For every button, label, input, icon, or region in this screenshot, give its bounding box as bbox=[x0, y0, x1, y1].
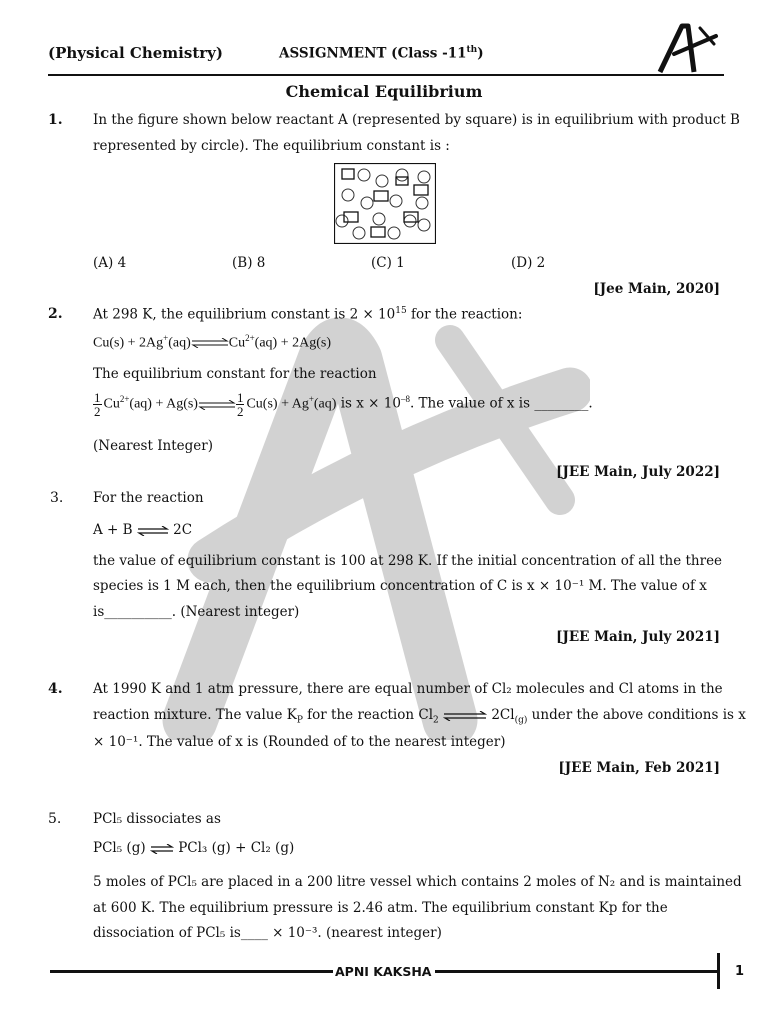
source-tag: [JEE Main, Feb 2021] bbox=[558, 760, 720, 776]
question-text: represented by circle). The equilibrium constant is : bbox=[93, 138, 450, 154]
equilibrium-arrow-icon bbox=[137, 526, 169, 536]
question-text: At 298 K, the equilibrium constant is $2 \times 10^{15}$ for the reaction: bbox=[93, 306, 523, 323]
reaction-equation: A + B 2C bbox=[93, 522, 193, 538]
question-text: PCl₅ dissociates as bbox=[93, 811, 221, 827]
fraction: $\frac{1}{2}$ bbox=[236, 390, 244, 419]
footer-brand: APNI KAKSHA bbox=[335, 964, 432, 979]
question-text: The equilibrium constant for the reaction bbox=[93, 366, 377, 382]
equilibrium-arrow-icon bbox=[150, 844, 174, 854]
question-text: dissociation of PCl₅ is____ × 10⁻³. (nearest integer) bbox=[93, 925, 442, 941]
reaction-equation: $\frac{1}{2}$ $Cu^{2+}(aq) + Ag(s)$ $\frac{1}{2}$ Cu(s) + Ag+(aq) is $x \times 10^{-8}$. The value of x is ________. bbox=[94, 390, 593, 419]
question-number: 4. bbox=[48, 681, 63, 697]
source-tag: [JEE Main, July 2021] bbox=[556, 629, 720, 645]
question-number: 2. bbox=[48, 306, 63, 322]
header-subject: (Physical Chemistry) bbox=[48, 44, 223, 62]
question-text: is__________. (Nearest integer) bbox=[93, 604, 300, 620]
reaction-equation: Cu(s) + 2Ag+(aq) $Cu^{2+}(aq) + 2Ag(s)$ bbox=[93, 333, 331, 351]
page-number: 1 bbox=[735, 964, 745, 979]
option-d: (D) 2 bbox=[511, 255, 546, 271]
question-text: (Nearest Integer) bbox=[93, 438, 213, 454]
question-text: the value of equilibrium constant is 100 at 298 K. If the initial concentration of all the three bbox=[93, 553, 723, 569]
logo bbox=[654, 22, 724, 77]
source-tag: [JEE Main, July 2022] bbox=[556, 464, 720, 480]
question-text: In the figure shown below reactant A (represented by square) is in equilibrium with product B bbox=[93, 112, 740, 128]
question-text: at 600 K. The equilibrium pressure is 2.46 atm. The equilibrium constant Kp for the bbox=[93, 900, 668, 916]
source-tag: [Jee Main, 2020] bbox=[593, 281, 720, 297]
fraction: $\frac{1}{2}$ bbox=[94, 390, 101, 419]
question-text: At 1990 K and 1 atm pressure, there are equal number of Cl₂ molecules and Cl atoms in the bbox=[93, 681, 723, 697]
question-text: For the reaction bbox=[93, 490, 204, 506]
question-number: 3. bbox=[50, 490, 64, 506]
question-number: 5. bbox=[48, 811, 62, 827]
header-rule bbox=[48, 74, 724, 76]
equilibrium-figure bbox=[334, 163, 436, 244]
question-text: × 10⁻¹. The value of x is (Rounded of to the nearest integer) bbox=[93, 734, 506, 750]
page-title: Chemical Equilibrium bbox=[285, 82, 483, 101]
question-text: reaction mixture. The value $K_P$ for the reaction $Cl_2$ $2Cl_{(g)}$ under the above conditions is x bbox=[93, 707, 746, 726]
reaction-equation: PCl₅ (g) PCl₃ (g) + Cl₂ (g) bbox=[93, 840, 295, 856]
question-number: 1. bbox=[48, 112, 63, 128]
question-text: 5 moles of PCl₅ are placed in a 200 litre vessel which contains 2 moles of N₂ and is maintained bbox=[93, 874, 742, 890]
equilibrium-arrow-icon bbox=[191, 338, 229, 348]
question-text: species is 1 M each, then the equilibrium concentration of C is x × 10⁻¹ M. The value of x bbox=[93, 578, 707, 594]
header-assignment: ASSIGNMENT (Class -11th) bbox=[279, 45, 484, 62]
option-c: (C) 1 bbox=[371, 255, 405, 271]
option-a: (A) 4 bbox=[93, 255, 127, 271]
footer-rule-right bbox=[435, 970, 717, 973]
equilibrium-arrow-icon bbox=[198, 400, 236, 410]
option-b: (B) 8 bbox=[232, 255, 266, 271]
footer-rule-left bbox=[50, 970, 333, 973]
footer-rule-vertical bbox=[717, 953, 720, 989]
equilibrium-arrow-icon bbox=[443, 711, 487, 721]
